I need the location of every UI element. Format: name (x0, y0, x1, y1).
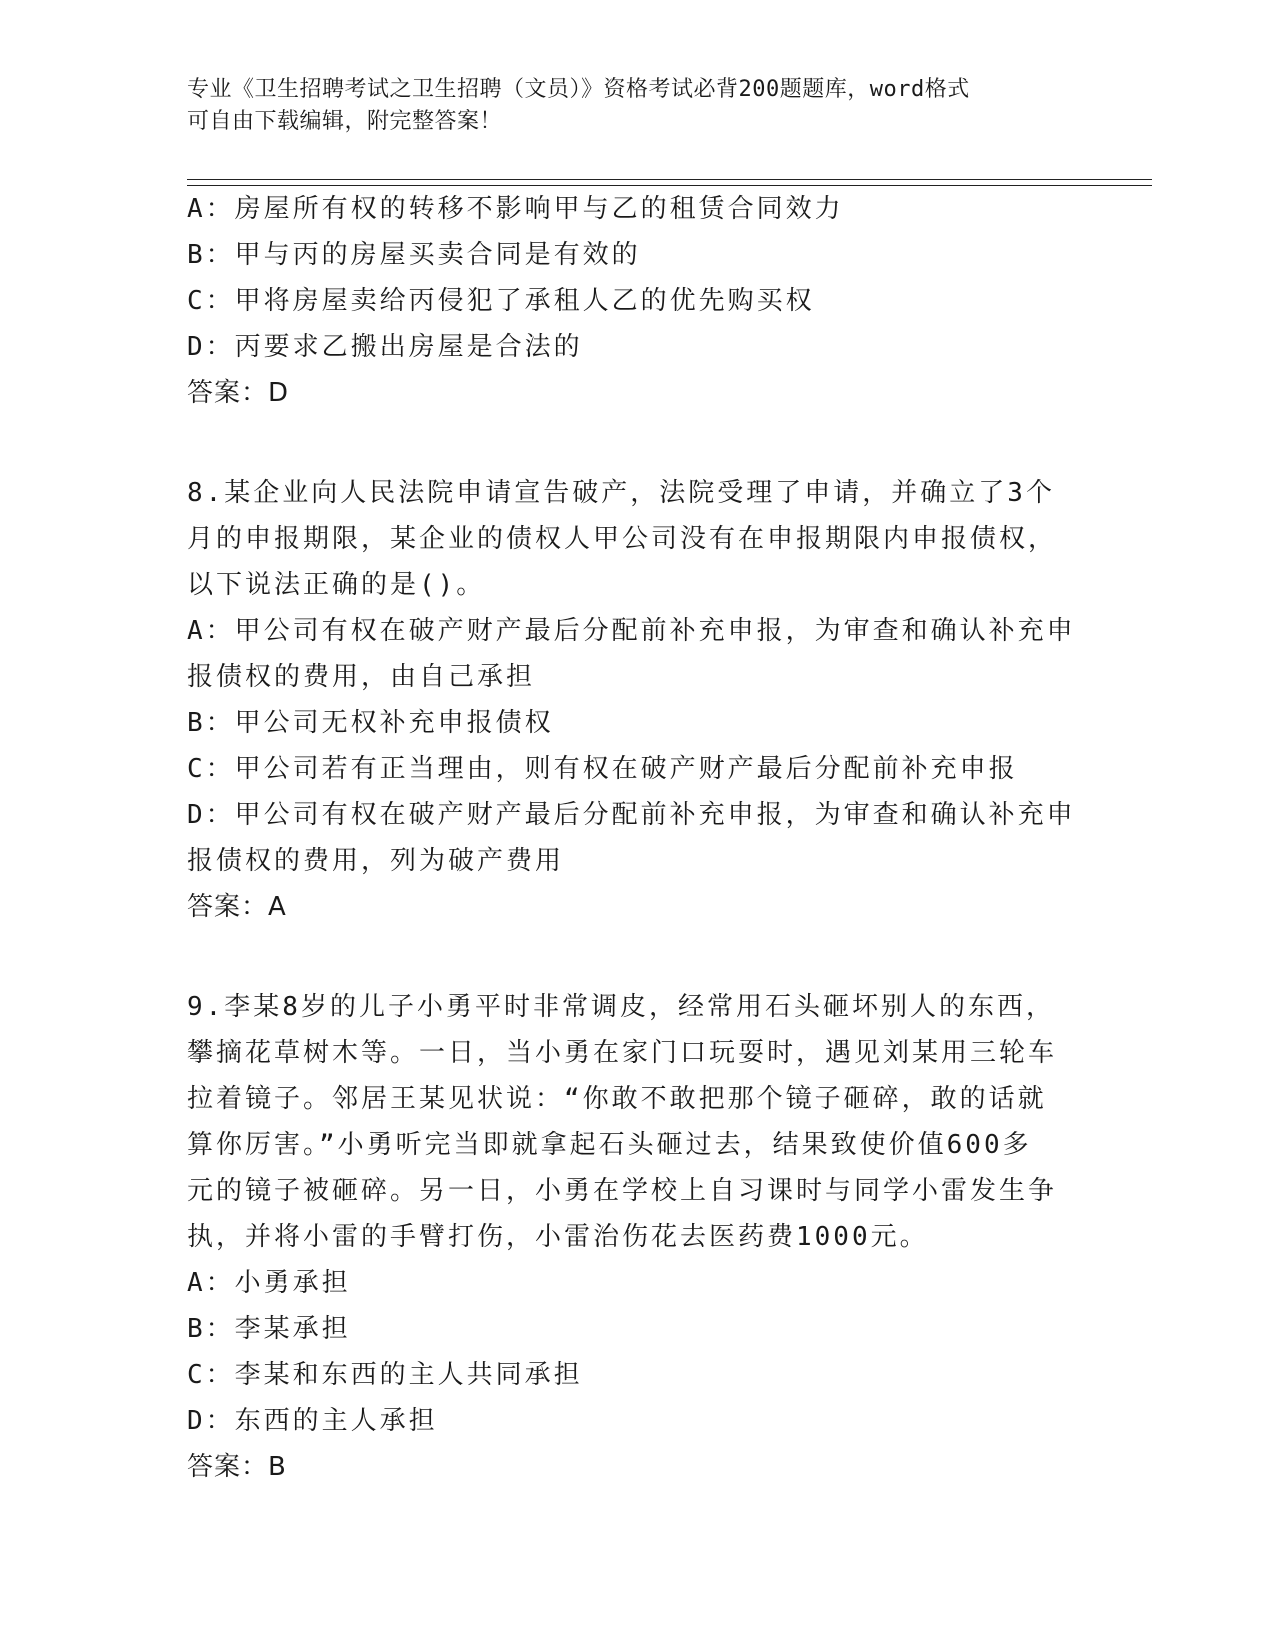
header-title-line-2: 可自由下载编辑，附完整答案！ (187, 109, 503, 134)
q9-stem-line-6: 执，并将小雷的手臂打伤，小雷治伤花去医药费1000元。 (187, 1222, 929, 1252)
q9-stem-line-3: 拉着镜子。邻居王某见状说：“你敢不敢把那个镜子砸碎，敢的话就 (187, 1084, 1047, 1114)
q7-option-c: C：甲将房屋卖给丙侵犯了承租人乙的优先购买权 (187, 286, 815, 316)
spacer (187, 930, 1087, 984)
q7-answer: 答案：D (187, 378, 290, 408)
q8-stem-line-2: 月的申报期限，某企业的债权人甲公司没有在申报期限内申报债权， (187, 524, 1058, 554)
q9-stem-line-2: 攀摘花草树木等。一日，当小勇在家门口玩耍时，遇见刘某用三轮车 (187, 1038, 1058, 1068)
question-9 (187, 984, 1087, 1490)
q8-stem-line-1: 8.某企业向人民法院申请宣告破产，法院受理了申请，并确立了3个 (187, 478, 1055, 508)
q8-option-c: C：甲公司若有正当理由，则有权在破产财产最后分配前补充申报 (187, 754, 1018, 784)
spacer (187, 416, 1087, 470)
q7-option-b: B：甲与丙的房屋买卖合同是有效的 (187, 240, 641, 270)
q9-stem-line-1: 9.李某8岁的儿子小勇平时非常调皮，经常用石头砸坏别人的东西， (187, 992, 1055, 1022)
q9-stem-line-4: 算你厉害。”小勇听完当即就拿起石头砸过去，结果致使价值600多 (187, 1130, 1032, 1160)
q8-option-a: A：甲公司有权在破产财产最后分配前补充申报，为审查和确认补充申 (187, 616, 1076, 646)
q7-option-d: D：丙要求乙搬出房屋是合法的 (187, 332, 583, 362)
q8-option-b: B：甲公司无权补充申报债权 (187, 708, 554, 738)
q9-answer: 答案：B (187, 1452, 287, 1482)
document-header (187, 74, 1087, 138)
q9-option-c: C：李某和东西的主人共同承担 (187, 1360, 583, 1390)
question-8 (187, 470, 1087, 930)
q7-option-a: A：房屋所有权的转移不影响甲与乙的租赁合同效力 (187, 194, 844, 224)
header-divider-top (187, 179, 1152, 180)
question-7 (187, 186, 1087, 416)
header-title-line-1: 专业《卫生招聘考试之卫生招聘（文员）》资格考试必背200题题库，word格式 (187, 77, 970, 102)
q8-option-d-continued: 报债权的费用，列为破产费用 (187, 846, 565, 876)
q9-option-b: B：李某承担 (187, 1314, 351, 1344)
q8-option-d: D：甲公司有权在破产财产最后分配前补充申报，为审查和确认补充申 (187, 800, 1076, 830)
q8-option-a-continued: 报债权的费用，由自己承担 (187, 662, 536, 692)
q8-stem-line-3: 以下说法正确的是()。 (187, 570, 486, 600)
q8-answer: 答案：A (187, 892, 287, 922)
q9-stem-line-5: 元的镜子被砸碎。另一日，小勇在学校上自习课时与同学小雷发生争 (187, 1176, 1058, 1206)
q9-option-a: A：小勇承担 (187, 1268, 351, 1298)
document-body (187, 186, 1087, 1490)
q9-option-d: D：东西的主人承担 (187, 1406, 438, 1436)
